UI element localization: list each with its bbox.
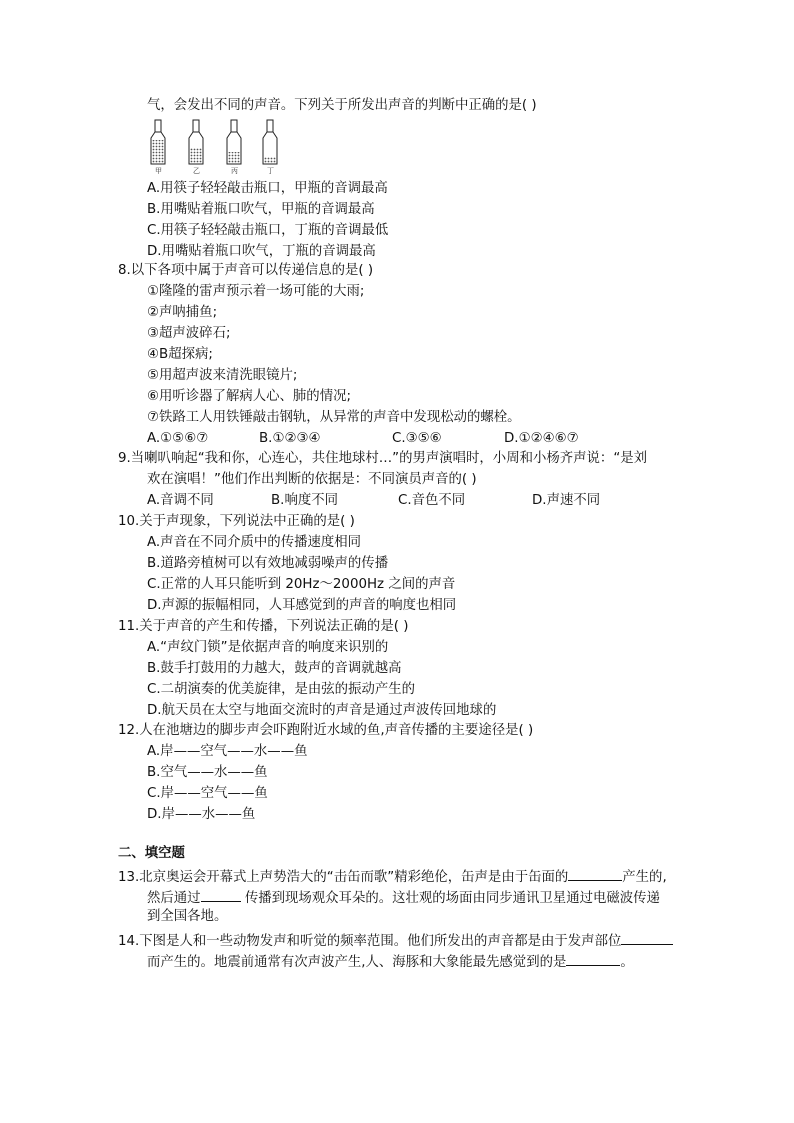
q11-stem: 11.关于声音的产生和传播，下列说法正确的是( ) (118, 619, 409, 634)
q8-option-d: D.①②④⑥⑦ (504, 431, 579, 446)
q8-option-c: C.③⑤⑥ (392, 431, 442, 446)
bottle-jia (151, 120, 165, 164)
q8-option-b: B.①②③④ (259, 431, 321, 446)
q11-option-b: B.鼓手打鼓用的力越大，鼓声的音调就越高 (147, 661, 402, 676)
bottle-label: 甲 (155, 167, 162, 175)
bottle-bing (227, 120, 241, 164)
answer-blank[interactable] (201, 887, 241, 902)
q8-item: ⑤用超声波来清洗眼镜片; (147, 368, 298, 383)
q13-line2 (147, 887, 660, 908)
q9-option-c: C.音色不同 (398, 493, 466, 508)
q7-option-b: B.用嘴贴着瓶口吹气，甲瓶的音调最高 (147, 202, 375, 217)
q9-option-a: A.音调不同 (147, 493, 214, 508)
q13-text: 传播到现场观众耳朵的。这壮观的场面由同步通讯卫星通过电磁波传递 (240, 891, 660, 906)
q14-line2 (147, 951, 634, 972)
q9-stem-line1: 9.当喇叭响起“我和你，心连心，共住地球村…”的男声演唱时，小周和小杨齐声说：“是刘 (118, 451, 648, 466)
q13-line1 (118, 866, 667, 887)
q7-option-d: D.用嘴贴着瓶口吹气，丁瓶的音调最高 (147, 244, 376, 259)
q9-option-d: D.声速不同 (532, 493, 601, 508)
q8-item: ⑦铁路工人用铁锤敲击钢轨，从异常的声音中发现松动的螺栓。 (147, 410, 521, 425)
q10-option-a: A.声音在不同介质中的传播速度相同 (147, 535, 362, 550)
answer-blank[interactable] (568, 866, 622, 881)
q11-option-d: D.航天员在太空与地面交流时的声音是通过声波传回地球的 (147, 703, 497, 718)
q10-option-b: B.道路旁植树可以有效地减弱噪声的传播 (147, 556, 389, 571)
q12-stem: 12.人在池塘边的脚步声会吓跑附近水域的鱼,声音传播的主要途径是( ) (118, 723, 534, 738)
bottle-label: 乙 (193, 167, 200, 175)
q8-item: ②声呐捕鱼; (147, 305, 218, 320)
q13-text: 13.北京奥运会开幕式上声势浩大的“击缶而歌”精彩绝伦，缶声是由于缶面的 (118, 870, 569, 885)
q8-item: ③超声波碎石; (147, 326, 231, 341)
bottle-ding (263, 120, 277, 164)
bottle-labels (147, 166, 287, 178)
answer-blank[interactable] (566, 951, 620, 966)
q11-option-a: A.“声纹门锁”是依据声音的响度来识别的 (147, 640, 389, 655)
q10-option-d: D.声源的振幅相同，人耳感觉到的声音的响度也相同 (147, 598, 457, 613)
q13-text: 产生的, (622, 870, 667, 885)
bottle-label: 丁 (267, 167, 274, 175)
q8-stem: 8.以下各项中属于声音可以传递信息的是( ) (118, 263, 374, 278)
q8-item: ①隆隆的雷声预示着一场可能的大雨; (147, 284, 365, 299)
q12-option-a: A.岸——空气——水——鱼 (147, 744, 308, 759)
q8-item: ④B超探病; (147, 347, 213, 362)
q9-option-b: B.响度不同 (271, 493, 339, 508)
q9-stem-line2: 欢在演唱！”他们作出判断的依据是：不同演员声音的( ) (147, 472, 477, 487)
bottle-label: 丙 (231, 167, 238, 175)
q8-item: ⑥用听诊器了解病人心、肺的情况; (147, 389, 351, 404)
q14-text: 。 (620, 955, 634, 970)
q10-option-c: C.正常的人耳只能听到 20Hz～2000Hz 之间的声音 (147, 577, 456, 592)
q7-option-c: C.用筷子轻轻敲击瓶口，丁瓶的音调最低 (147, 223, 389, 238)
q12-option-d: D.岸——水——鱼 (147, 807, 256, 822)
q10-stem: 10.关于声现象，下列说法中正确的是( ) (118, 514, 355, 529)
q14-text: 而产生的。地震前通常有次声波产生,人、海豚和大象能最先感觉到的是 (147, 955, 567, 970)
answer-blank[interactable] (621, 930, 673, 945)
section-title: 二、填空题 (118, 846, 185, 861)
bottle-yi (189, 120, 203, 164)
q13-text: 然后通过 (147, 891, 201, 906)
q14-line1 (118, 930, 673, 951)
q7-stem: 气，会发出不同的声音。下列关于所发出声音的判断中正确的是( ) (147, 98, 537, 113)
q7-option-a: A.用筷子轻轻敲击瓶口，甲瓶的音调最高 (147, 181, 388, 196)
q12-option-b: B.空气——水——鱼 (147, 765, 268, 780)
q14-text: 14.下图是人和一些动物发声和听觉的频率范围。他们所发出的声音都是由于发声部位 (118, 934, 622, 949)
q8-option-a: A.①⑤⑥⑦ (147, 431, 209, 446)
q12-option-c: C.岸——空气——鱼 (147, 786, 268, 801)
q13-line3: 到全国各地。 (147, 909, 228, 924)
q11-option-c: C.二胡演奏的优美旋律，是由弦的振动产生的 (147, 682, 416, 697)
